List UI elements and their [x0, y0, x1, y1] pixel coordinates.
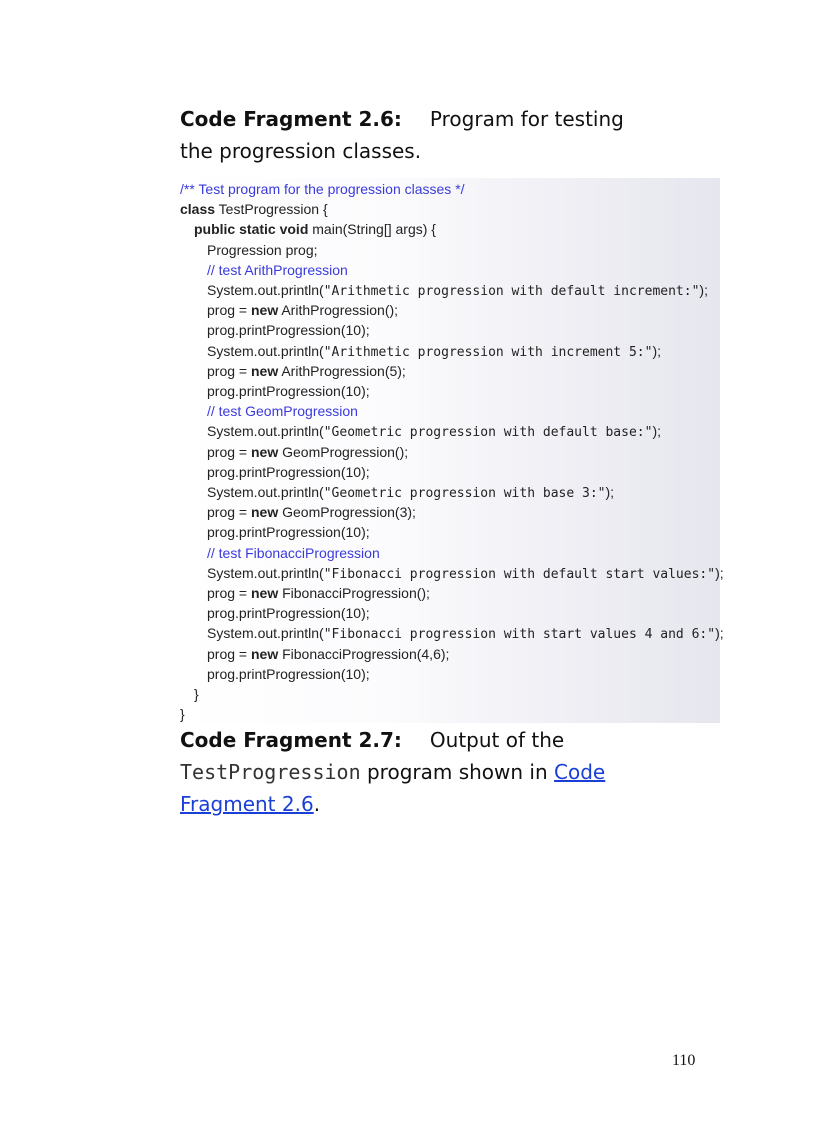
code-line: Progression prog;: [207, 241, 318, 258]
code-fragment-2-6-caption: [180, 103, 650, 167]
code-line: // test GeomProgression: [207, 403, 358, 420]
code-line: prog = new FibonacciProgression();: [207, 585, 430, 601]
code-line: System.out.println("Fibonacci progression with start values 4 and 6:");: [207, 625, 724, 643]
caption-text: Program for testing the progression classes.: [180, 107, 624, 163]
code-line: System.out.println("Fibonacci progression with default start values:");: [207, 564, 724, 582]
caption-period: .: [313, 792, 321, 816]
code-line: /** Test program for the progression classes */: [180, 181, 465, 197]
code-line: System.out.println("Geometric progression with base 3:");: [207, 484, 615, 501]
code-line: }: [180, 706, 185, 723]
code-line: prog.printProgression(10);: [207, 665, 370, 682]
code-line: // test FibonacciProgression: [207, 544, 380, 561]
page-number: 110: [672, 1052, 696, 1069]
code-line: prog = new GeomProgression(3);: [207, 504, 416, 521]
code-fragment-2-7-caption: [180, 724, 650, 820]
code-fragment-link[interactable]: Code Fragment 2.6: [180, 760, 606, 816]
code-line: prog.printProgression(10);: [207, 463, 370, 480]
code-line: prog.printProgression(10);: [207, 605, 370, 622]
code-line: class TestProgression {: [180, 201, 328, 218]
code-listing-image: [178, 178, 724, 723]
code-line: System.out.println("Geometric progression with default base:");: [207, 423, 662, 441]
code-line: public static void main(String[] args) {: [194, 221, 436, 238]
code-line: }: [194, 686, 199, 702]
code-line: // test ArithProgression: [207, 261, 348, 278]
program-name: TestProgression: [180, 760, 361, 784]
code-line: prog.printProgression(10);: [207, 524, 370, 541]
code-line: prog = new ArithProgression();: [207, 302, 399, 319]
code-line: prog.printProgression(10);: [207, 383, 370, 399]
code-line: prog = new FibonacciProgression(4,6);: [207, 645, 450, 662]
code-line: System.out.println("Arithmetic progression with default increment:");: [207, 282, 708, 299]
caption-text: Output of the: [429, 728, 565, 752]
caption-label: Code Fragment 2.7:: [180, 728, 402, 752]
code-line: prog = new ArithProgression(5);: [207, 362, 406, 379]
code-line: prog = new GeomProgression();: [207, 443, 409, 460]
code-line: prog.printProgression(10);: [207, 322, 370, 339]
code-line: System.out.println("Arithmetic progression with increment 5:");: [207, 342, 662, 360]
caption-text: program shown in: [366, 760, 548, 784]
caption-label: Code Fragment 2.6:: [180, 107, 402, 131]
